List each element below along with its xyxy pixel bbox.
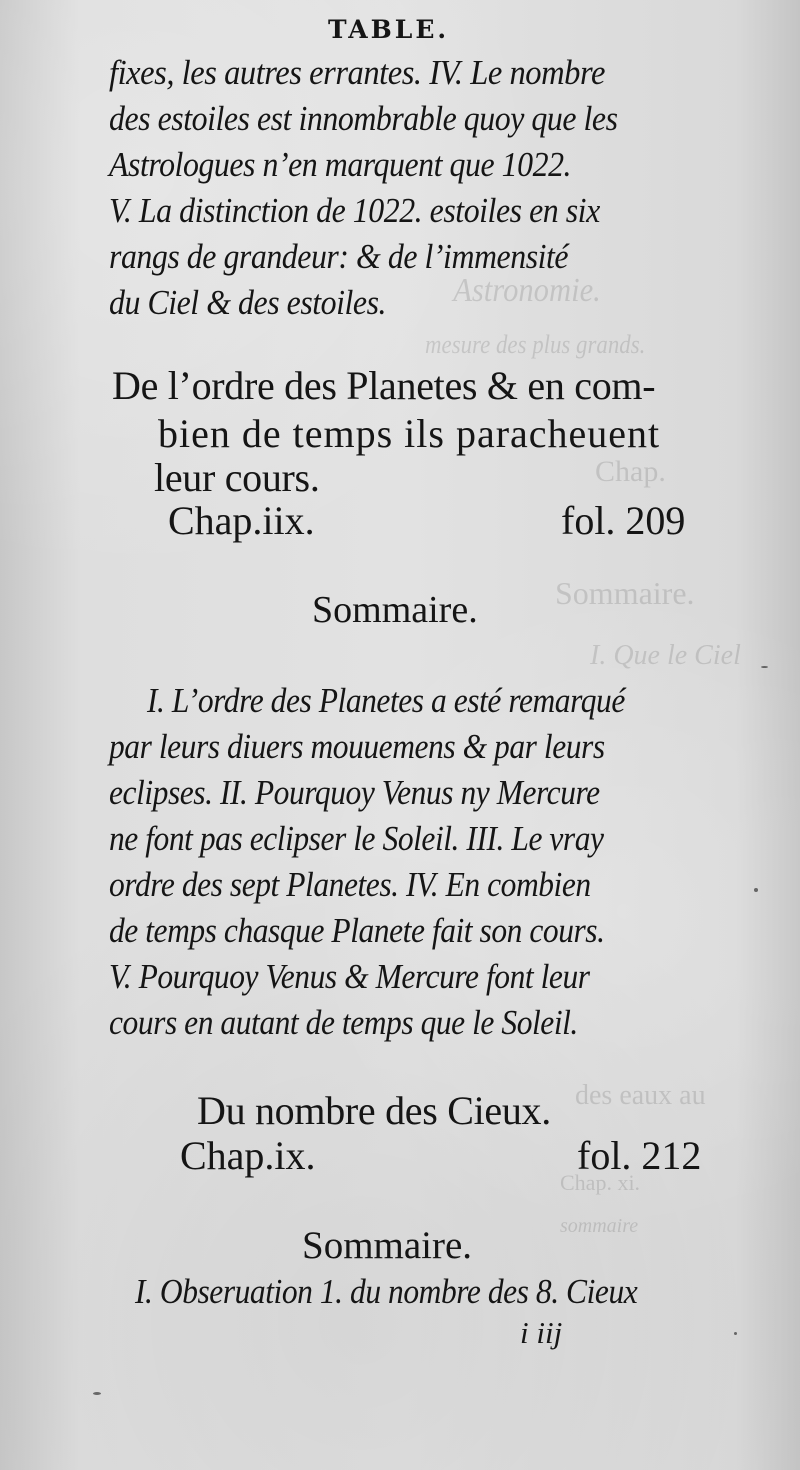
summary-line: I. L’ordre des Planetes a esté remarqué xyxy=(147,681,625,720)
summary-line: rangs de grandeur: & de l’immensité xyxy=(109,237,569,276)
chapter-title-line: De l’ordre des Planetes & en com- xyxy=(112,363,656,408)
show-through-text: des eaux au xyxy=(575,1080,706,1111)
folio-number: fol. 209 xyxy=(561,498,686,543)
chapter-title-line: bien de temps ils paracheuent xyxy=(158,411,661,456)
sommaire-heading: Sommaire. xyxy=(312,589,478,631)
summary-line: I. Obseruation 1. du nombre des 8. Cieux xyxy=(135,1272,638,1311)
paper-speck xyxy=(93,1392,101,1395)
show-through-text: mesure des plus grands. xyxy=(425,330,646,359)
chapter-title-line: leur cours. xyxy=(154,455,320,500)
summary-line: des estoiles est innombrable quoy que les xyxy=(109,99,618,138)
summary-line: V. La distinction de 1022. estoiles en six xyxy=(109,191,600,230)
chapter-number: Chap.ix. xyxy=(180,1133,316,1178)
show-through-text: Chap. xi. xyxy=(560,1170,641,1195)
show-through-text: Astronomie. xyxy=(453,272,601,309)
show-through-text: Chap. xyxy=(595,455,666,488)
chapter-number: Chap.iix. xyxy=(168,498,315,543)
summary-line: cours en autant de temps que le Soleil. xyxy=(109,1003,578,1042)
summary-line: ordre des sept Planetes. IV. En combien xyxy=(109,865,591,904)
paper-speck xyxy=(754,888,758,892)
chapter-title: Du nombre des Cieux. xyxy=(197,1088,551,1133)
summary-line: Astrologues n’en marquent que 1022. xyxy=(109,145,572,184)
running-head: TABLE. xyxy=(328,15,450,44)
summary-line: de temps chasque Planete fait son cours. xyxy=(109,911,605,950)
show-through-text: I. Que le Ciel xyxy=(590,640,741,671)
summary-line: fixes, les autres errantes. IV. Le nombre xyxy=(109,53,605,92)
sommaire-heading: Sommaire. xyxy=(302,1224,473,1267)
paper-speck xyxy=(761,666,768,668)
summary-line: V. Pourquoy Venus & Mercure font leur xyxy=(109,957,590,996)
summary-line: du Ciel & des estoiles. xyxy=(109,283,387,322)
signature-mark: i iij xyxy=(520,1315,563,1350)
summary-line: eclipses. II. Pourquoy Venus ny Mercure xyxy=(109,773,600,812)
show-through-text: sommaire xyxy=(560,1215,639,1237)
show-through-text: Sommaire. xyxy=(555,575,695,611)
summary-line: par leurs diuers mouuemens & par leurs xyxy=(109,727,605,766)
folio-number: fol. 212 xyxy=(577,1133,702,1178)
summary-line: ne font pas eclipser le Soleil. III. Le vray xyxy=(109,819,604,858)
paper-speck xyxy=(734,1332,737,1335)
